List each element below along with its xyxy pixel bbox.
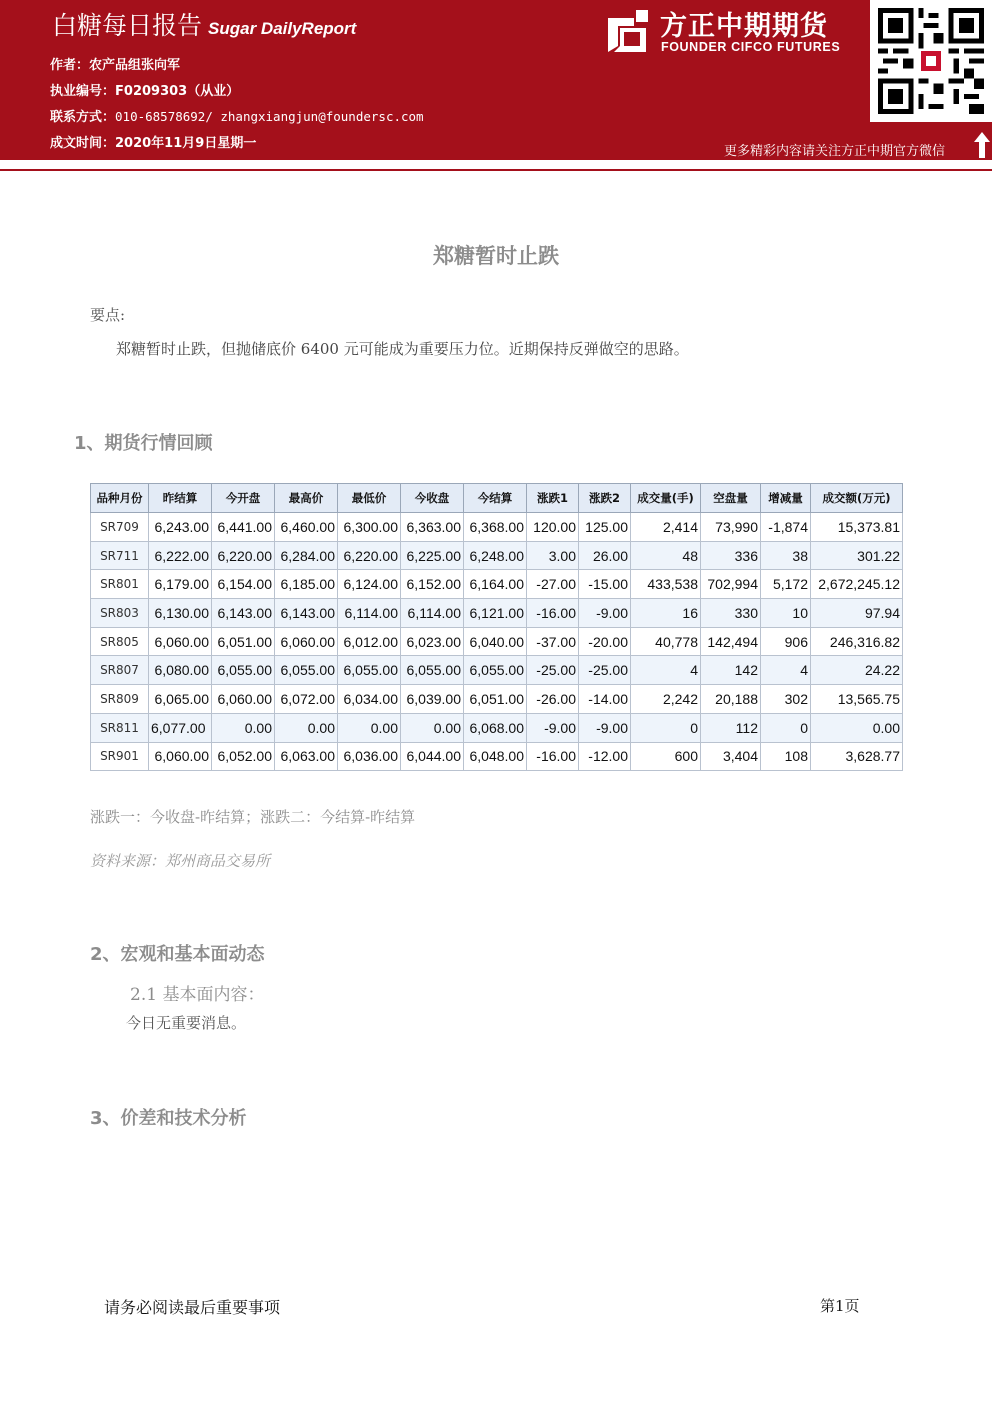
table-cell: 6,055.00	[464, 656, 527, 685]
table-header-cell: 成交额(万元)	[811, 484, 903, 513]
table-cell: 6,068.00	[464, 713, 527, 742]
table-cell: 6,055.00	[275, 656, 338, 685]
table-cell: 302	[761, 685, 811, 714]
contact-label: 联系方式：	[50, 110, 116, 125]
table-cell: 10	[761, 599, 811, 628]
company-logo	[604, 6, 866, 58]
author-line: 作者：农产品组张向军	[50, 58, 181, 73]
table-cell: 336	[701, 541, 761, 570]
report-title-cn: 白糖每日报告	[52, 11, 203, 40]
report-title	[52, 6, 356, 42]
table-cell: 6,060.00	[212, 685, 275, 714]
key-points-text: 郑糖暂时止跌，但抛储底价 6400 元可能成为重要压力位。近期保持反弹做空的思路。	[116, 340, 689, 358]
subsection-fundamentals-title: 2.1 基本面内容：	[130, 985, 265, 1005]
table-header-cell: 今结算	[464, 484, 527, 513]
table-cell: 142,494	[701, 627, 761, 656]
table-cell: 20,188	[701, 685, 761, 714]
table-row	[91, 599, 903, 628]
table-header-row	[91, 484, 903, 513]
table-cell: 0.00	[811, 713, 903, 742]
table-cell: 906	[761, 627, 811, 656]
table-cell: 6,065.00	[149, 685, 212, 714]
table-cell: -20.00	[579, 627, 631, 656]
header-divider	[0, 169, 992, 171]
table-cell: 0.00	[275, 713, 338, 742]
table-cell: -12.00	[579, 742, 631, 771]
table-cell: 6,143.00	[275, 599, 338, 628]
table-cell: 6,300.00	[338, 513, 401, 542]
table-cell: 6,220.00	[338, 541, 401, 570]
table-cell: 6,441.00	[212, 513, 275, 542]
license-label: 执业编号：	[50, 84, 116, 99]
table-cell: 2,414	[631, 513, 701, 542]
contract-code-cell: SR807	[91, 656, 149, 685]
table-cell: 6,080.00	[149, 656, 212, 685]
page-number: 第1页	[820, 1297, 860, 1315]
table-cell: 108	[761, 742, 811, 771]
table-cell: 4	[761, 656, 811, 685]
table-row	[91, 570, 903, 599]
table-header-cell: 涨跌1	[527, 484, 579, 513]
table-cell: 26.00	[579, 541, 631, 570]
table-cell: 40,778	[631, 627, 701, 656]
table-cell: 97.94	[811, 599, 903, 628]
table-cell: 4	[631, 656, 701, 685]
table-cell: 6,051.00	[212, 627, 275, 656]
table-cell: 24.22	[811, 656, 903, 685]
table-header-cell: 空盘量	[701, 484, 761, 513]
contact-line	[50, 106, 424, 125]
table-cell: 120.00	[527, 513, 579, 542]
table-cell: 0.00	[212, 713, 275, 742]
contract-code-cell: SR709	[91, 513, 149, 542]
table-cell: 6,124.00	[338, 570, 401, 599]
arrow-up-icon	[974, 132, 990, 158]
table-cell: 13,565.75	[811, 685, 903, 714]
table-cell: 6,185.00	[275, 570, 338, 599]
table-cell: 0.00	[338, 713, 401, 742]
table-cell: 6,152.00	[401, 570, 464, 599]
table-header-cell: 昨结算	[149, 484, 212, 513]
table-cell: 6,036.00	[338, 742, 401, 771]
table-cell: 600	[631, 742, 701, 771]
table-cell: 6,060.00	[275, 627, 338, 656]
table-header-cell: 最低价	[338, 484, 401, 513]
table-cell: 6,055.00	[212, 656, 275, 685]
table-cell: 6,051.00	[464, 685, 527, 714]
table-cell: 125.00	[579, 513, 631, 542]
table-cell: 6,164.00	[464, 570, 527, 599]
table-cell: 112	[701, 713, 761, 742]
table-cell: 142	[701, 656, 761, 685]
table-row	[91, 541, 903, 570]
section-macro-title: 2、宏观和基本面动态	[90, 944, 265, 965]
table-cell: 6,222.00	[149, 541, 212, 570]
license-line	[50, 80, 239, 99]
table-cell: 246,316.82	[811, 627, 903, 656]
table-cell: 6,063.00	[275, 742, 338, 771]
table-cell: 6,460.00	[275, 513, 338, 542]
contract-code-cell: SR809	[91, 685, 149, 714]
key-points-label: 要点:	[90, 306, 126, 324]
table-cell: -25.00	[527, 656, 579, 685]
table-cell: 2,672,245.12	[811, 570, 903, 599]
table-row	[91, 656, 903, 685]
table-cell: -16.00	[527, 742, 579, 771]
table-header-cell: 今收盘	[401, 484, 464, 513]
table-cell: 48	[631, 541, 701, 570]
table-cell: 6,055.00	[338, 656, 401, 685]
table-cell: -37.00	[527, 627, 579, 656]
table-row	[91, 713, 903, 742]
table-cell: 2,242	[631, 685, 701, 714]
contract-code-cell: SR803	[91, 599, 149, 628]
table-cell: 6,114.00	[338, 599, 401, 628]
table-header-cell: 增减量	[761, 484, 811, 513]
wechat-qr-code	[870, 0, 992, 122]
table-cell: 6,034.00	[338, 685, 401, 714]
qr-code-icon	[878, 8, 984, 114]
table-cell: -25.00	[579, 656, 631, 685]
table-cell: 6,121.00	[464, 599, 527, 628]
table-cell: 3,628.77	[811, 742, 903, 771]
contract-code-cell: SR801	[91, 570, 149, 599]
table-cell: 38	[761, 541, 811, 570]
table-cell: 6,143.00	[212, 599, 275, 628]
table-cell: 6,130.00	[149, 599, 212, 628]
table-cell: 6,220.00	[212, 541, 275, 570]
table-header-cell: 品种月份	[91, 484, 149, 513]
table-cell: 6,040.00	[464, 627, 527, 656]
table-cell: 6,012.00	[338, 627, 401, 656]
document-title: 郑糖暂时止跌	[433, 244, 559, 268]
futures-market-table	[90, 483, 903, 771]
footer-notice: 请务必阅读最后重要事项	[104, 1298, 281, 1317]
table-cell: 0	[631, 713, 701, 742]
data-source: 资料来源：郑州商品交易所	[90, 852, 271, 870]
table-row	[91, 627, 903, 656]
table-cell: -1,874	[761, 513, 811, 542]
table-row	[91, 742, 903, 771]
table-cell: 0	[761, 713, 811, 742]
table-header-cell: 涨跌2	[579, 484, 631, 513]
table-cell: 301.22	[811, 541, 903, 570]
table-cell: 6,248.00	[464, 541, 527, 570]
table-cell: 73,990	[701, 513, 761, 542]
table-cell: 330	[701, 599, 761, 628]
table-cell: 6,055.00	[401, 656, 464, 685]
table-cell: 6,154.00	[212, 570, 275, 599]
table-header-cell: 最高价	[275, 484, 338, 513]
table-cell: 6,048.00	[464, 742, 527, 771]
table-cell: 6,284.00	[275, 541, 338, 570]
license-value: F0209303（从业）	[115, 84, 240, 99]
table-cell: -14.00	[579, 685, 631, 714]
table-cell: 6,039.00	[401, 685, 464, 714]
report-title-en: Sugar DailyReport	[208, 19, 357, 38]
table-cell: 6,114.00	[401, 599, 464, 628]
table-cell: 6,243.00	[149, 513, 212, 542]
table-cell: 6,225.00	[401, 541, 464, 570]
table-cell: 6,368.00	[464, 513, 527, 542]
section-spread-analysis-title: 3、价差和技术分析	[90, 1108, 247, 1129]
logo-text-en: FOUNDER CIFCO FUTURES	[661, 40, 841, 54]
contract-code-cell: SR901	[91, 742, 149, 771]
follow-wechat-text: 更多精彩内容请关注方正中期官方微信	[724, 144, 946, 159]
subsection-fundamentals-text: 今日无重要消息。	[126, 1014, 247, 1032]
table-cell: 6,072.00	[275, 685, 338, 714]
table-cell: -9.00	[527, 713, 579, 742]
table-cell: 3.00	[527, 541, 579, 570]
table-cell: 6,044.00	[401, 742, 464, 771]
table-header-cell: 成交量(手)	[631, 484, 701, 513]
table-cell: 6,077.00	[149, 713, 212, 742]
table-cell: 3,404	[701, 742, 761, 771]
table-cell: 6,179.00	[149, 570, 212, 599]
table-cell: 433,538	[631, 570, 701, 599]
table-cell: 6,052.00	[212, 742, 275, 771]
table-cell: 5,172	[761, 570, 811, 599]
table-cell: 6,060.00	[149, 742, 212, 771]
table-cell: -26.00	[527, 685, 579, 714]
contract-code-cell: SR811	[91, 713, 149, 742]
table-row	[91, 685, 903, 714]
contract-code-cell: SR711	[91, 541, 149, 570]
table-header-cell: 今开盘	[212, 484, 275, 513]
table-row	[91, 513, 903, 542]
table-cell: -16.00	[527, 599, 579, 628]
contact-value[interactable]: 010-68578692/ zhangxiangjun@foundersc.com	[115, 109, 424, 124]
table-cell: 6,060.00	[149, 627, 212, 656]
table-cell: 702,994	[701, 570, 761, 599]
table-note: 涨跌一：今收盘-昨结算；涨跌二：今结算-昨结算	[90, 808, 416, 826]
table-cell: -9.00	[579, 599, 631, 628]
table-cell: 15,373.81	[811, 513, 903, 542]
table-cell: -27.00	[527, 570, 579, 599]
table-cell: 6,363.00	[401, 513, 464, 542]
table-cell: 6,023.00	[401, 627, 464, 656]
table-cell: -9.00	[579, 713, 631, 742]
founder-logo-icon	[604, 8, 650, 54]
contract-code-cell: SR805	[91, 627, 149, 656]
table-cell: 16	[631, 599, 701, 628]
table-cell: -15.00	[579, 570, 631, 599]
section-futures-review-title: 1、期货行情回顾	[74, 433, 213, 454]
logo-text-cn: 方正中期期货	[660, 11, 828, 42]
table-cell: 0.00	[401, 713, 464, 742]
date-line: 成文时间：2020年11月9日星期一	[50, 136, 257, 151]
report-header	[0, 0, 992, 160]
